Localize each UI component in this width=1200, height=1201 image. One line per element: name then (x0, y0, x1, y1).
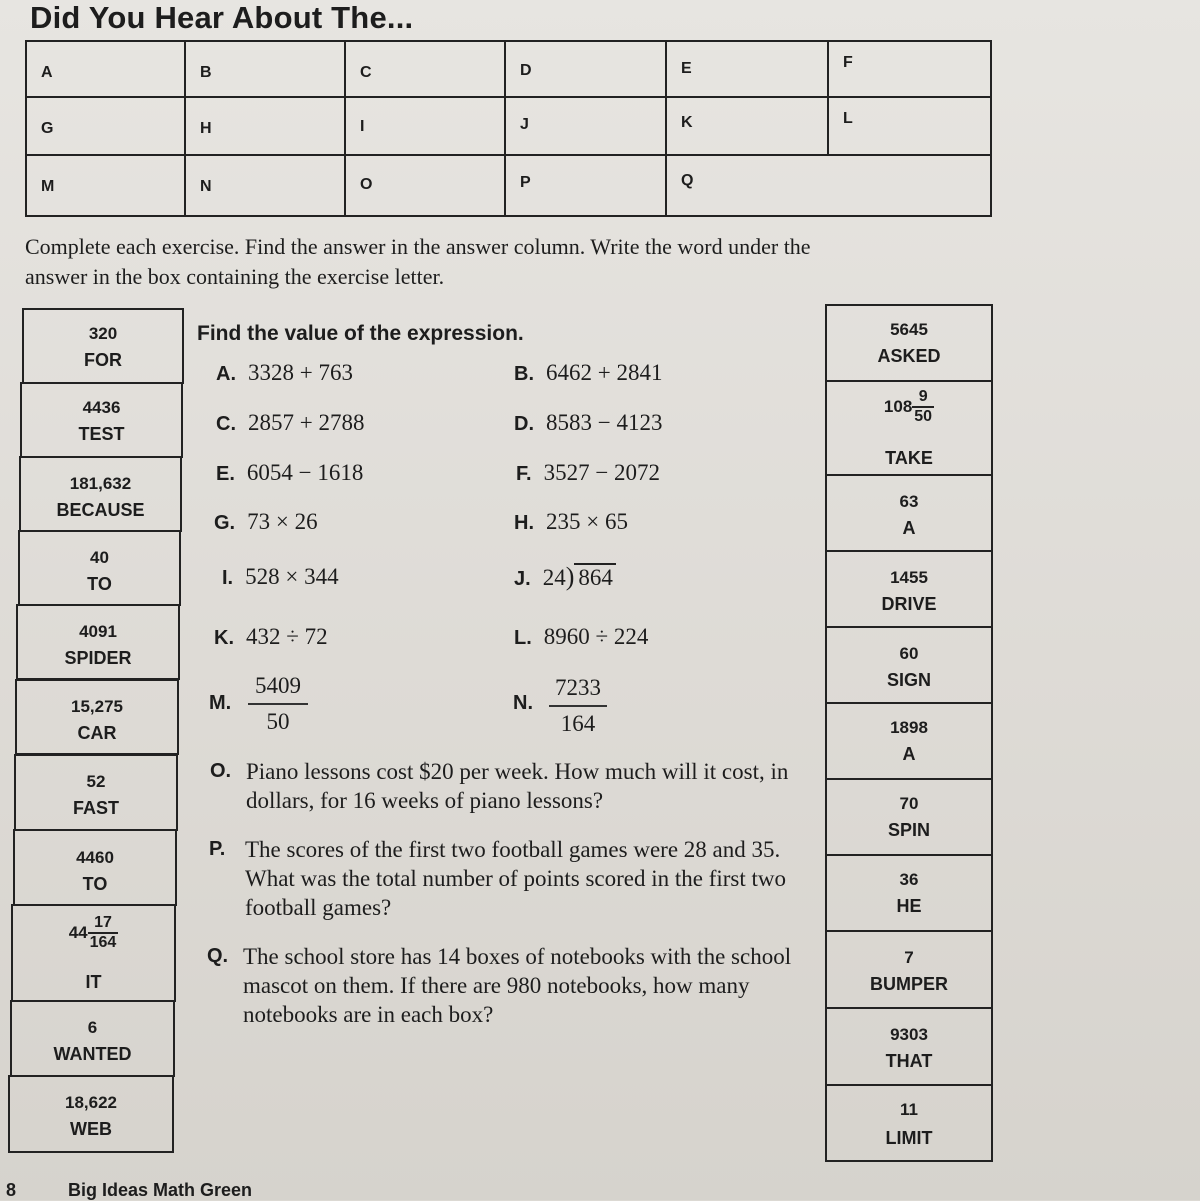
answer-value: 4460 (76, 848, 114, 867)
long-division-dividend: 864 (574, 563, 616, 590)
grid-cell-f[interactable] (829, 42, 990, 98)
grid-letter: L (843, 110, 853, 127)
exercise-label: C. (216, 413, 236, 435)
exercise-label: K. (214, 627, 234, 649)
exercise-label: A. (216, 363, 236, 385)
answer-box (825, 854, 993, 932)
grid-letter: J (520, 116, 529, 133)
fraction-numerator: 7233 (549, 675, 607, 707)
answer-word: A (902, 518, 916, 538)
grid-letter: G (41, 120, 54, 137)
answer-word: A (902, 744, 916, 764)
grid-letter: N (200, 178, 212, 195)
grid-cell-p[interactable] (506, 156, 667, 215)
exercise-label: L. (514, 627, 532, 649)
exercise-expression: 528 × 344 (245, 564, 339, 589)
exercise-j (514, 562, 616, 592)
exercise-n-fraction (549, 675, 607, 737)
grid-cell-k[interactable] (667, 98, 829, 156)
exercise-e (216, 460, 363, 486)
answer-value: 15,275 (71, 697, 123, 716)
exercise-expression: 8583 − 4123 (546, 410, 663, 435)
grid-letter: C (360, 64, 372, 81)
grid-letter: P (520, 174, 531, 191)
fraction-denominator: 50 (266, 709, 290, 734)
answer-word: DRIVE (881, 594, 937, 614)
grid-letter: Q (681, 172, 694, 189)
fraction-numerator: 17 (88, 914, 119, 934)
grid-letter: I (360, 118, 365, 135)
grid-letter: A (41, 64, 53, 81)
answer-word: SPIDER (64, 648, 132, 668)
answer-box (825, 1007, 993, 1086)
answer-word: TAKE (885, 448, 933, 468)
exercise-expression: 73 × 26 (247, 509, 318, 534)
answer-mixed-number (827, 388, 991, 426)
exercise-q (207, 942, 807, 1029)
answer-box (825, 626, 993, 704)
exercise-text: Piano lessons cost $20 per week. How much will it cost, in dollars, for 16 weeks of piano lessons? (246, 759, 789, 813)
mixed-fraction (88, 914, 119, 952)
mixed-whole: 44 (68, 923, 88, 942)
grid-cell-n[interactable] (186, 156, 346, 215)
exercise-expression: 235 × 65 (546, 509, 628, 534)
exercise-label: E. (216, 463, 235, 485)
answer-value: 36 (899, 870, 919, 889)
fraction-denominator: 50 (914, 408, 933, 425)
answer-word: LIMIT (885, 1128, 933, 1148)
answer-box (13, 829, 177, 906)
grid-cell-q[interactable] (667, 156, 990, 215)
answer-value: 52 (86, 772, 106, 791)
mixed-fraction (912, 388, 934, 426)
answer-word: WEB (70, 1119, 112, 1139)
exercise-f (516, 460, 660, 486)
answer-value: 1898 (890, 718, 928, 737)
exercise-label: H. (514, 512, 534, 534)
grid-letter: H (200, 120, 212, 137)
answer-box (825, 930, 993, 1009)
answer-box (8, 1075, 174, 1153)
answer-value: 9303 (890, 1025, 928, 1044)
exercise-b (514, 360, 662, 386)
exercise-label: P. (209, 838, 226, 860)
answer-box (825, 550, 993, 628)
answer-word: TEST (78, 424, 125, 444)
grid-cell-i[interactable] (346, 98, 506, 156)
grid-cell-c[interactable] (346, 42, 506, 98)
exercise-expression: 2857 + 2788 (248, 410, 365, 435)
mixed-whole: 108 (883, 397, 913, 416)
exercise-a (216, 360, 353, 386)
grid-letter: D (520, 62, 532, 79)
answer-word: ASKED (877, 346, 941, 366)
answer-box (825, 380, 993, 476)
page-number: 8 (6, 1180, 17, 1200)
answer-box (825, 304, 993, 382)
exercise-c (216, 410, 364, 436)
exercise-expression: 3527 − 2072 (543, 460, 661, 485)
grid-cell-h[interactable] (186, 98, 346, 156)
answer-value: 320 (88, 324, 118, 343)
answer-value: 60 (899, 644, 919, 663)
answer-value: 1455 (890, 568, 928, 587)
answer-word: FAST (72, 798, 119, 818)
exercise-text: The school store has 14 boxes of notebooks with the school mascot on them. If there are 980 notebooks, how many notebooks are in each box? (243, 944, 792, 1027)
answer-word: FOR (84, 350, 122, 370)
exercise-n-label: N. (513, 692, 533, 714)
grid-cell-o[interactable] (346, 156, 506, 215)
grid-cell-m[interactable] (27, 156, 186, 215)
exercise-label: I. (222, 567, 234, 589)
grid-letter: M (41, 178, 55, 195)
answer-word: TO (87, 574, 112, 594)
answer-mixed-number (13, 914, 174, 952)
fraction-denominator: 164 (560, 711, 596, 736)
exercise-m-label: M. (209, 692, 232, 714)
long-division-bracket: ) (565, 562, 575, 591)
grid-cell-l[interactable] (829, 98, 990, 156)
exercise-expression: 6462 + 2841 (546, 360, 663, 385)
answer-box (10, 1000, 175, 1077)
exercise-o (210, 757, 810, 815)
answer-value: 63 (899, 492, 919, 511)
exercise-label: G. (214, 512, 236, 534)
answer-word: HE (896, 896, 922, 916)
answer-word: WANTED (53, 1044, 132, 1064)
grid-cell-b[interactable] (186, 42, 346, 98)
fraction-numerator: 5409 (248, 673, 308, 705)
answer-word: SIGN (886, 670, 931, 690)
long-division-divisor: 24 (542, 565, 566, 590)
answer-box (11, 904, 176, 1002)
grid-letter: F (843, 54, 853, 71)
answer-word: BECAUSE (56, 500, 145, 520)
grid-cell-j[interactable] (506, 98, 667, 156)
exercise-expression: 8960 ÷ 224 (543, 624, 649, 649)
grid-letter: O (360, 176, 373, 193)
exercise-p (209, 835, 809, 922)
book-title: Big Ideas Math Green (68, 1180, 253, 1200)
answer-value: 40 (90, 548, 109, 567)
grid-letter: B (200, 64, 212, 81)
fraction-numerator: 9 (912, 388, 934, 408)
answer-word: TO (82, 874, 108, 894)
exercise-l (514, 624, 648, 650)
answer-value: 4091 (79, 622, 117, 641)
exercise-text: The scores of the first two football games were 28 and 35. What was the total number of points scored in the first two football games? (245, 837, 787, 920)
answer-box (15, 679, 179, 755)
exercise-label: Q. (207, 945, 229, 967)
answer-value: 70 (899, 794, 919, 813)
letter-grid (25, 40, 992, 217)
answer-box (20, 382, 183, 458)
grid-cell-d[interactable] (506, 42, 667, 98)
answer-value: 11 (900, 1100, 918, 1119)
answer-box (825, 1084, 993, 1162)
answer-box (825, 702, 993, 780)
answer-box (825, 474, 993, 552)
exercise-label: B. (514, 363, 534, 385)
answer-box (18, 530, 181, 606)
exercise-label: F. (516, 463, 532, 485)
exercise-label: D. (514, 413, 534, 435)
grid-letter: E (681, 60, 692, 77)
answer-box (16, 604, 180, 680)
answer-word: THAT (885, 1051, 933, 1071)
answer-box (14, 754, 178, 831)
exercise-expression: 6054 − 1618 (246, 460, 364, 485)
exercise-g (214, 509, 318, 535)
exercise-label: O. (210, 760, 232, 782)
exercise-m-fraction (248, 673, 308, 735)
page-title: Did You Hear About The... (30, 0, 414, 35)
answer-value: 6 (87, 1018, 98, 1037)
exercise-d (514, 410, 662, 436)
grid-cell-g[interactable] (27, 98, 186, 156)
answer-box (22, 308, 184, 384)
answer-word: IT (85, 972, 102, 992)
instructions: Complete each exercise. Find the answer in the answer column. Write the word under the answer in the box containing the exercise letter. (25, 234, 811, 289)
exercise-i (222, 564, 339, 590)
exercise-h (514, 509, 628, 535)
answer-word: CAR (77, 723, 117, 743)
answer-word: BUMPER (869, 974, 948, 994)
answer-value: 18,622 (65, 1093, 117, 1112)
grid-cell-a[interactable] (27, 42, 186, 98)
exercise-heading: Find the value of the expression. (197, 322, 524, 345)
grid-cell-e[interactable] (667, 42, 829, 98)
fraction-denominator: 164 (89, 934, 117, 951)
answer-box (825, 778, 993, 856)
grid-letter: K (681, 114, 693, 131)
exercise-expression: 3328 + 763 (248, 360, 353, 385)
answer-value: 5645 (890, 320, 928, 339)
answer-value: 181,632 (69, 474, 132, 493)
answer-value: 4436 (82, 398, 121, 417)
answer-word: SPIN (887, 820, 930, 840)
answer-box (19, 456, 182, 532)
exercise-expression: 432 ÷ 72 (246, 624, 328, 649)
answer-value: 7 (904, 948, 914, 967)
exercise-label: J. (514, 568, 531, 590)
exercise-k (214, 624, 328, 650)
